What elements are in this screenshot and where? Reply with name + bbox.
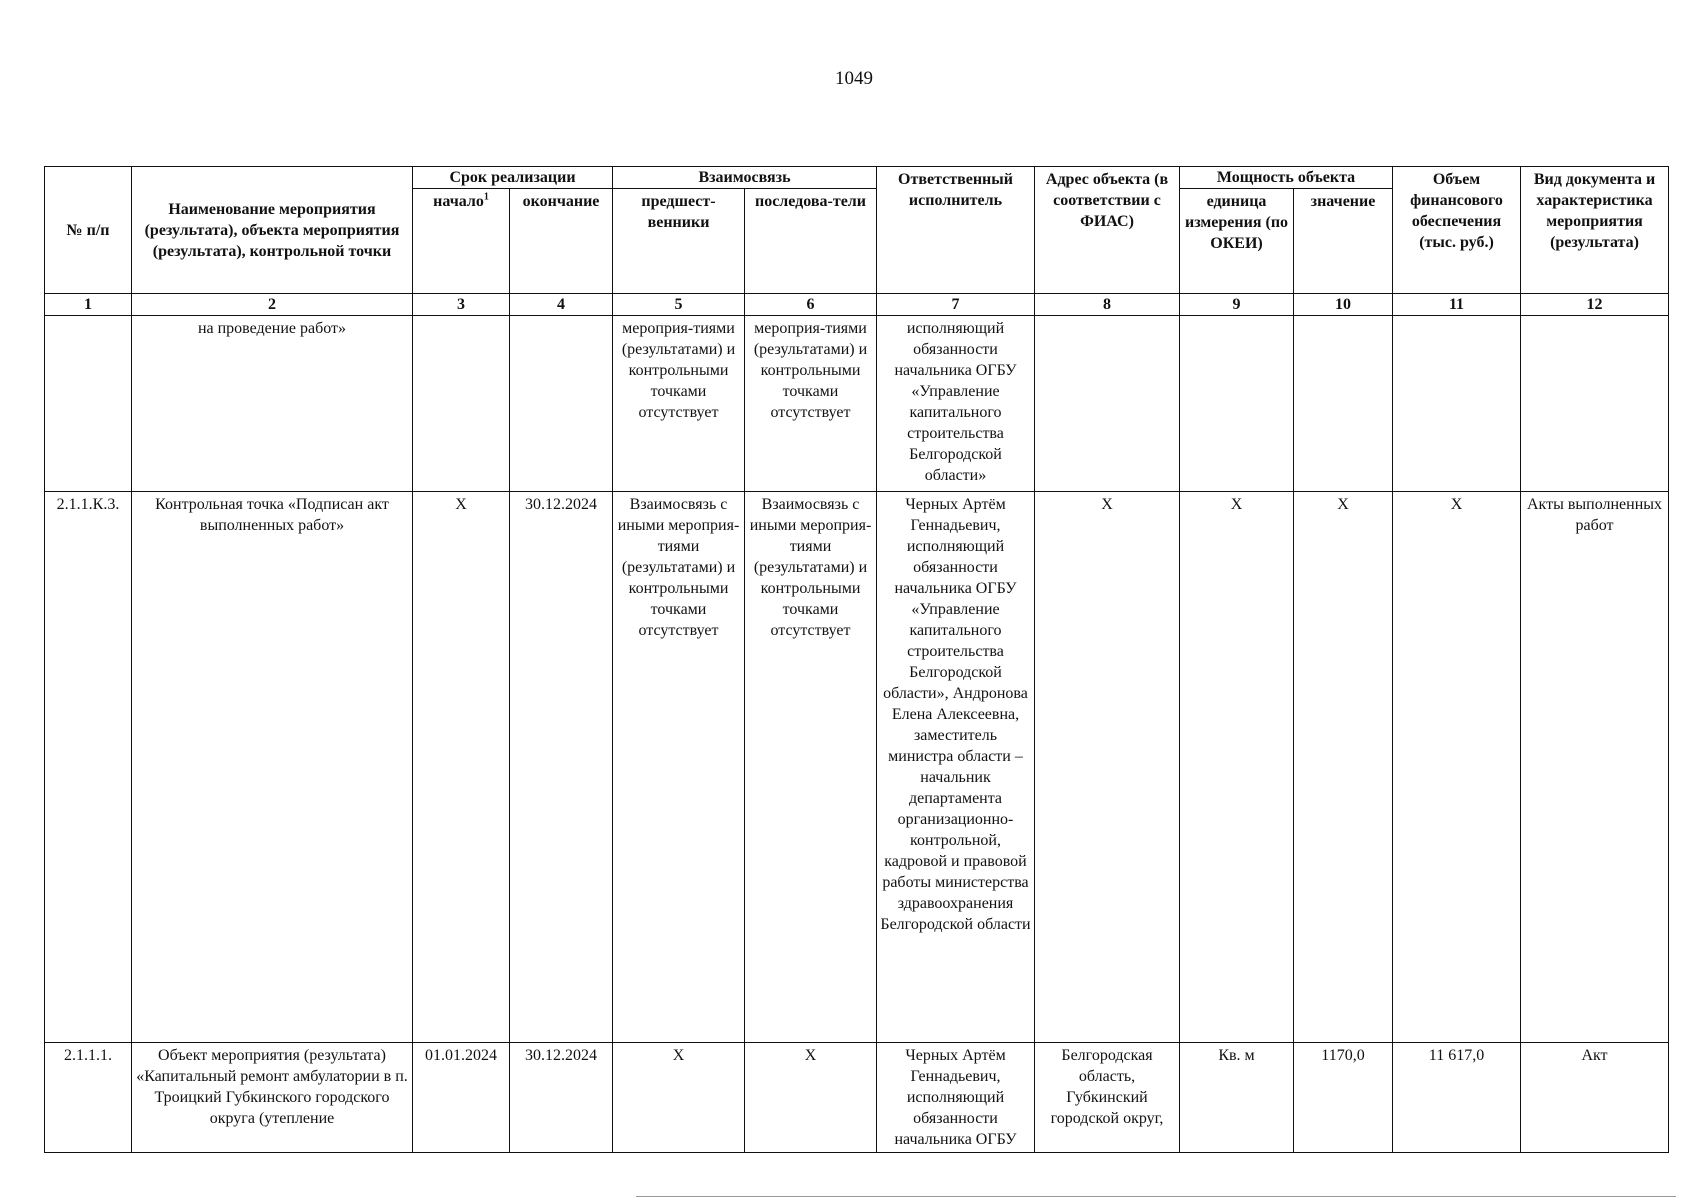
header-srok-group: Срок реализации	[413, 167, 613, 189]
table-row	[45, 316, 1669, 492]
header-responsible: Ответственный исполнитель	[877, 167, 1035, 294]
cell-address: X	[1035, 492, 1180, 1043]
cell-start: 01.01.2024	[413, 1043, 510, 1153]
cell-value	[1294, 316, 1393, 492]
header-predecessors: предшест-венники	[613, 189, 745, 294]
cell-successors: X	[745, 1043, 877, 1153]
cell-name: Контрольная точка «Подписан акт выполненных работ»	[132, 492, 413, 1043]
cell-start: X	[413, 492, 510, 1043]
cell-unit	[1180, 316, 1294, 492]
cell-unit: Кв. м	[1180, 1043, 1294, 1153]
header-start: начало$^1$	[413, 189, 510, 294]
header-end: окончание	[510, 189, 613, 294]
column-number: 2	[132, 294, 413, 316]
column-number: 11	[1393, 294, 1521, 316]
cell-financing	[1393, 316, 1521, 492]
header-doc-type: Вид документа и характеристика мероприятия (результата)	[1521, 167, 1669, 294]
cell-address	[1035, 316, 1180, 492]
cell-value: 1170,0	[1294, 1043, 1393, 1153]
cell-name: Объект мероприятия (результата) «Капитальный ремонт амбулатории в п. Троицкий Губкинского городского округа (утепление	[132, 1043, 413, 1153]
cell-end: 30.12.2024	[510, 492, 613, 1043]
column-number: 6	[745, 294, 877, 316]
cell-predecessors: мероприя-тиями (результатами) и контрольными точками отсутствует	[613, 316, 745, 492]
cell-responsible: Черных Артём Геннадьевич, исполняющий обязанности начальника ОГБУ «Управление капитального строительства Белгородской области», Андронова Елена Алексеевна, заместитель министра области – начальник департамента организационно-контрольной, кадровой и правовой работы министерства здравоохранения Белгородской области	[877, 492, 1035, 1043]
header-link-group: Взаимосвязь	[613, 167, 877, 189]
column-number: 7	[877, 294, 1035, 316]
cell-successors: Взаимосвязь с иными мероприя-тиями (результатами) и контрольными точками отсутствует	[745, 492, 877, 1043]
cell-address: Белгородская область, Губкинский городской округ,	[1035, 1043, 1180, 1153]
footnote-marker: 1	[483, 191, 489, 203]
column-number: 8	[1035, 294, 1180, 316]
column-number: 10	[1294, 294, 1393, 316]
header-value: значение	[1294, 189, 1393, 294]
cell-number: 2.1.1.1.	[45, 1043, 132, 1153]
cell-predecessors: X	[613, 1043, 745, 1153]
column-number: 1	[45, 294, 132, 316]
cell-value: X	[1294, 492, 1393, 1043]
cell-number: 2.1.1.К.3.	[45, 492, 132, 1043]
header-financing: Объем финансового обеспечения (тыс. руб.)	[1393, 167, 1521, 294]
cell-name: на проведение работ»	[132, 316, 413, 492]
cell-responsible: исполняющий обязанности начальника ОГБУ «Управление капитального строительства Белгородской области»	[877, 316, 1035, 492]
cell-unit: X	[1180, 492, 1294, 1043]
cell-financing: X	[1393, 492, 1521, 1043]
bottom-rule	[636, 1196, 1676, 1197]
header-address: Адрес объекта (в соответствии с ФИАС)	[1035, 167, 1180, 294]
header-number: № п/п	[45, 167, 132, 294]
header-capacity-group: Мощность объекта	[1180, 167, 1393, 189]
measures-table	[44, 166, 1669, 1153]
header-name: Наименование мероприятия (результата), объекта мероприятия (результата), контрольной точки	[132, 167, 413, 294]
cell-responsible: Черных Артём Геннадьевич, исполняющий обязанности начальника ОГБУ	[877, 1043, 1035, 1153]
cell-predecessors: Взаимосвязь с иными мероприя-тиями (результатами) и контрольными точками отсутствует	[613, 492, 745, 1043]
cell-doc-type: Акт	[1521, 1043, 1669, 1153]
cell-end	[510, 316, 613, 492]
cell-financing: 11 617,0	[1393, 1043, 1521, 1153]
column-number: 9	[1180, 294, 1294, 316]
table-row	[45, 1043, 1669, 1153]
cell-successors: мероприя-тиями (результатами) и контрольными точками отсутствует	[745, 316, 877, 492]
table-row	[45, 492, 1669, 1043]
cell-end: 30.12.2024	[510, 1043, 613, 1153]
cell-number	[45, 316, 132, 492]
cell-doc-type	[1521, 316, 1669, 492]
page-number: 1049	[835, 68, 873, 89]
cell-doc-type: Акты выполненных работ	[1521, 492, 1669, 1043]
column-number: 4	[510, 294, 613, 316]
column-number: 5	[613, 294, 745, 316]
cell-start	[413, 316, 510, 492]
header-unit: единица измерения (по ОКЕИ)	[1180, 189, 1294, 294]
header-successors: последова-тели	[745, 189, 877, 294]
column-number: 3	[413, 294, 510, 316]
column-number: 12	[1521, 294, 1669, 316]
